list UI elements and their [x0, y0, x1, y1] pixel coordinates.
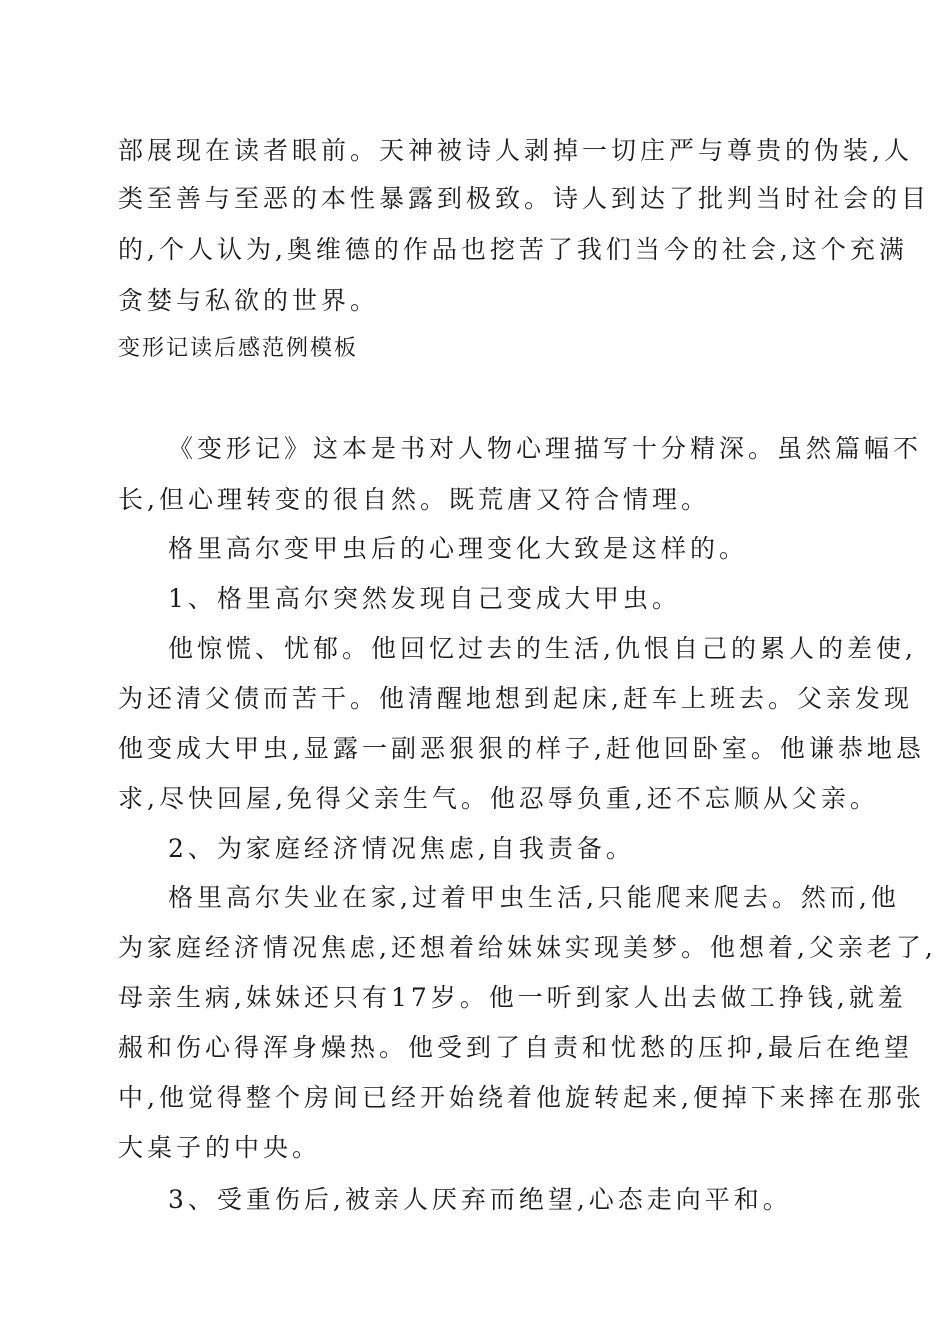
list-heading: 2、为家庭经济情况焦虑,自我责备。	[168, 834, 635, 863]
list-heading: 3、受重伤后,被亲人厌弃而绝望,心态走向平和。	[168, 1185, 792, 1214]
paragraph-line: 类至善与至恶的本性暴露到极致。诗人到达了批判当时社会的目	[118, 184, 931, 213]
paragraph-line: 部展现在读者眼前。天神被诗人剥掉一切庄严与尊贵的伪装,人	[118, 136, 913, 165]
section-title: 变形记读后感范例模板	[118, 336, 359, 361]
paragraph-line: 大桌子的中央。	[118, 1133, 322, 1162]
paragraph-line: 格里高尔变甲虫后的心理变化大致是这样的。	[168, 534, 749, 563]
paragraph-line: 求,尽快回屋,免得父亲生气。他忍辱负重,还不忘顺从父亲。	[118, 784, 879, 813]
paragraph-line: 他变成大甲虫,显露一副恶狠狠的样子,赶他回卧室。他谦恭地恳	[118, 734, 925, 763]
paragraph-line: 母亲生病,妹妹还只有17岁。他一听到家人出去做工挣钱,就羞	[118, 983, 907, 1012]
paragraph-line: 的,个人认为,奥维德的作品也挖苦了我们当今的社会,这个充满	[118, 235, 908, 264]
paragraph-line: 贪婪与私欲的世界。	[118, 286, 380, 315]
paragraph-line: 赧和伤心得浑身燥热。他受到了自责和忧愁的压抑,最后在绝望	[118, 1033, 913, 1062]
paragraph-line: 长,但心理转变的很自然。既荒唐又符合情理。	[118, 485, 710, 514]
paragraph-line: 中,他觉得整个房间已经开始绕着他旋转起来,便掉下来摔在那张	[118, 1083, 925, 1112]
paragraph-line: 为还清父债而苦干。他清醒地想到起床,赶车上班去。父亲发现	[118, 684, 913, 713]
paragraph-line: 他惊慌、忧郁。他回忆过去的生活,仇恨自己的累人的差使,	[168, 634, 917, 663]
paragraph-line: 格里高尔失业在家,过着甲虫生活,只能爬来爬去。然而,他	[168, 883, 900, 912]
paragraph-line: 为家庭经济情况焦虑,还想着给妹妹实现美梦。他想着,父亲老了,	[118, 933, 937, 962]
paragraph-line: 《变形记》这本是书对人物心理描写十分精深。虽然篇幅不	[168, 434, 923, 463]
list-heading: 1、格里高尔突然发现自己变成大甲虫。	[168, 584, 681, 613]
